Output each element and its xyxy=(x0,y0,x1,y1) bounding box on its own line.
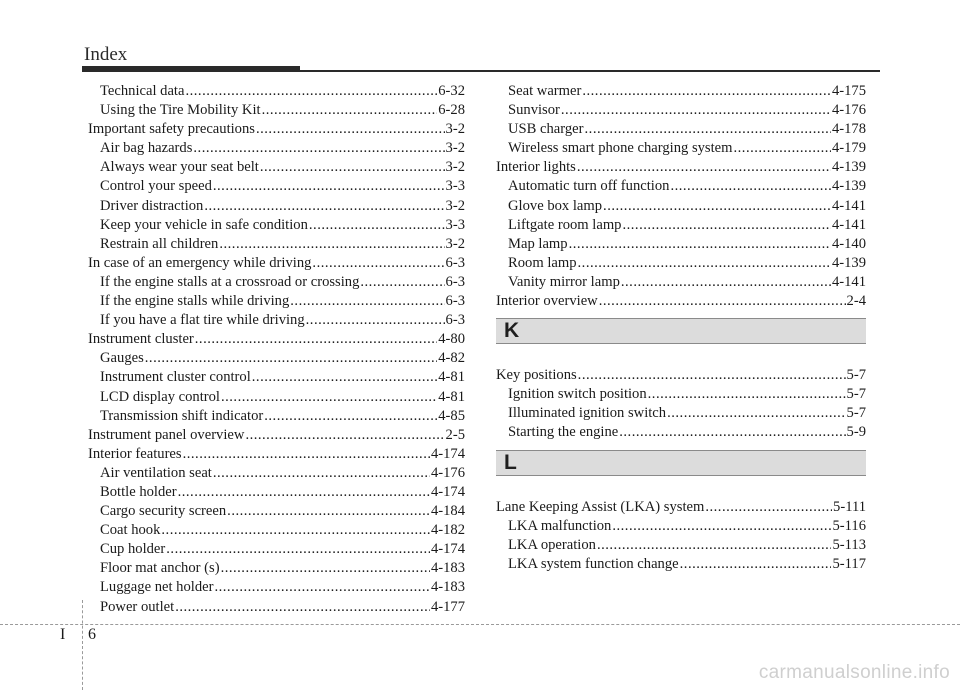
entry-page-ref: 4-80 xyxy=(438,331,465,348)
entry-title: Illuminated ignition switch xyxy=(508,405,667,422)
entry-title: Using the Tire Mobility Kit xyxy=(100,102,261,119)
index-entry[interactable] xyxy=(88,254,465,273)
entry-page-ref: 5-7 xyxy=(846,386,866,403)
index-subentry[interactable] xyxy=(88,598,465,617)
entry-title: Air ventilation seat xyxy=(100,464,212,481)
entry-page-ref: 4-82 xyxy=(438,350,465,367)
index-entry[interactable] xyxy=(88,426,465,445)
dot-leader xyxy=(195,330,437,349)
entry-page-ref: 4-81 xyxy=(438,369,465,386)
entry-title: LKA malfunction xyxy=(508,517,612,534)
dot-leader xyxy=(603,197,831,216)
index-entry[interactable] xyxy=(496,158,866,177)
entry-page-ref: 4-81 xyxy=(438,388,465,405)
entry-title: Glove box lamp xyxy=(508,197,603,214)
dot-leader xyxy=(213,464,430,483)
entry-page-ref: 4-174 xyxy=(430,483,465,500)
entry-title: Transmission shift indicator xyxy=(100,407,264,424)
entry-title: Driver distraction xyxy=(100,197,204,214)
entry-title: Bottle holder xyxy=(100,483,177,500)
entry-title: Lane Keeping Assist (LKA) system xyxy=(496,498,705,515)
entry-page-ref: 4-85 xyxy=(438,407,465,424)
entry-title: LKA operation xyxy=(508,536,596,553)
entry-title: Always wear your seat belt xyxy=(100,159,259,176)
dot-leader xyxy=(621,273,831,292)
entry-page-ref: 2-5 xyxy=(445,426,465,443)
entry-title: Liftgate room lamp xyxy=(508,216,622,233)
dot-leader xyxy=(252,368,437,387)
index-subentry[interactable] xyxy=(88,82,465,101)
entry-page-ref: 4-175 xyxy=(831,83,866,99)
entry-title: Interior overview xyxy=(496,293,598,310)
index-subentry[interactable] xyxy=(88,273,465,292)
dot-leader xyxy=(260,158,445,177)
entry-title: Important safety precautions xyxy=(88,121,255,138)
entry-title: Power outlet xyxy=(100,598,175,615)
dot-leader xyxy=(264,407,437,426)
dot-leader xyxy=(245,426,444,445)
index-column-right xyxy=(496,82,866,574)
header-rule-thick xyxy=(82,66,300,72)
index-subentry[interactable] xyxy=(496,120,866,139)
dot-leader xyxy=(161,521,430,540)
entry-page-ref: 5-113 xyxy=(832,536,866,553)
index-subentry[interactable] xyxy=(496,536,866,555)
dot-leader xyxy=(309,216,445,235)
index-subentry[interactable] xyxy=(88,540,465,559)
entry-title: Control your speed xyxy=(100,178,212,195)
index-subentry[interactable] xyxy=(88,292,465,311)
entry-title: Instrument cluster xyxy=(88,331,194,348)
dot-leader xyxy=(290,292,444,311)
entry-title: Technical data xyxy=(100,83,185,99)
entry-page-ref: 3-2 xyxy=(445,121,465,138)
index-subentry[interactable] xyxy=(88,311,465,330)
index-subentry[interactable] xyxy=(496,404,866,423)
entry-title: Floor mat anchor (s) xyxy=(100,560,220,577)
entry-page-ref: 4-141 xyxy=(831,273,866,290)
index-subentry[interactable] xyxy=(496,197,866,216)
dot-leader xyxy=(597,536,832,555)
entry-page-ref: 5-117 xyxy=(832,555,866,572)
dot-leader xyxy=(619,423,845,442)
index-subentry[interactable] xyxy=(88,139,465,158)
index-subentry[interactable] xyxy=(496,235,866,254)
index-subentry[interactable] xyxy=(496,216,866,235)
entry-title: Starting the engine xyxy=(508,424,619,441)
index-subentry[interactable] xyxy=(88,388,465,407)
entry-page-ref: 5-111 xyxy=(833,498,866,515)
entry-page-ref: 6-28 xyxy=(438,102,465,119)
index-subentry[interactable] xyxy=(88,235,465,254)
entry-page-ref: 4-141 xyxy=(831,216,866,233)
entry-title: Luggage net holder xyxy=(100,579,214,596)
entry-page-ref: 4-176 xyxy=(430,464,465,481)
dot-leader xyxy=(185,82,437,101)
dot-leader xyxy=(213,177,445,196)
entry-title: If you have a flat tire while driving xyxy=(100,312,305,329)
entry-page-ref: 6-3 xyxy=(445,312,465,329)
dot-leader xyxy=(622,216,830,235)
entry-page-ref: 4-183 xyxy=(430,560,465,577)
entry-title: Restrain all children xyxy=(100,235,219,252)
section-header-l: L xyxy=(496,450,866,476)
page-title: Index xyxy=(84,44,128,65)
entry-page-ref: 6-32 xyxy=(438,83,465,99)
entry-title: Keep your vehicle in safe condition xyxy=(100,216,308,233)
dot-leader xyxy=(680,555,832,574)
index-subentry[interactable] xyxy=(88,216,465,235)
dot-leader xyxy=(178,483,430,502)
index-subentry[interactable] xyxy=(88,483,465,502)
dot-leader xyxy=(599,292,846,311)
entry-title: Cup holder xyxy=(100,541,166,558)
index-entry[interactable] xyxy=(88,330,465,349)
entry-page-ref: 5-7 xyxy=(846,405,866,422)
index-entry[interactable] xyxy=(496,292,866,311)
dot-leader xyxy=(360,273,444,292)
index-list-l xyxy=(496,498,866,574)
entry-page-ref: 2-4 xyxy=(846,293,866,310)
index-entry[interactable] xyxy=(88,445,465,464)
index-subentry[interactable] xyxy=(88,578,465,597)
entry-page-ref: 4-174 xyxy=(430,541,465,558)
dot-leader xyxy=(667,404,845,423)
dot-leader xyxy=(204,197,444,216)
entry-title: In case of an emergency while driving xyxy=(88,254,312,271)
index-column-left xyxy=(88,82,465,617)
index-subentry[interactable] xyxy=(88,559,465,578)
dot-leader xyxy=(145,349,437,368)
index-subentry[interactable] xyxy=(88,101,465,120)
dot-leader xyxy=(582,82,831,101)
entry-page-ref: 3-2 xyxy=(445,140,465,157)
entry-page-ref: 3-2 xyxy=(445,197,465,214)
dot-leader xyxy=(670,177,830,196)
index-subentry[interactable] xyxy=(496,423,866,442)
entry-page-ref: 3-2 xyxy=(445,235,465,252)
entry-page-ref: 4-184 xyxy=(430,503,465,520)
entry-title: Automatic turn off function xyxy=(508,178,670,195)
entry-page-ref: 4-139 xyxy=(831,254,866,271)
index-list-k xyxy=(496,366,866,442)
dot-leader xyxy=(578,254,831,273)
entry-page-ref: 6-3 xyxy=(445,293,465,310)
index-subentry[interactable] xyxy=(88,502,465,521)
entry-page-ref: 4-139 xyxy=(831,178,866,195)
index-subentry[interactable] xyxy=(496,555,866,574)
entry-title: If the engine stalls while driving xyxy=(100,293,290,310)
index-subentry[interactable] xyxy=(496,273,866,292)
entry-page-ref: 4-178 xyxy=(831,121,866,138)
dot-leader xyxy=(734,139,831,158)
entry-page-ref: 5-116 xyxy=(832,517,866,534)
entry-title: LCD display control xyxy=(100,388,220,405)
dot-leader xyxy=(561,101,831,120)
index-subentry[interactable] xyxy=(496,139,866,158)
entry-page-ref: 3-3 xyxy=(445,178,465,195)
entry-title: Room lamp xyxy=(508,254,577,271)
index-entry[interactable] xyxy=(88,120,465,139)
index-subentry[interactable] xyxy=(496,517,866,536)
dot-leader xyxy=(312,254,444,273)
entry-title: Seat warmer xyxy=(508,83,582,99)
entry-title: Instrument cluster control xyxy=(100,369,251,386)
dot-leader xyxy=(166,540,430,559)
index-subentry[interactable] xyxy=(496,101,866,120)
dot-leader xyxy=(221,388,437,407)
entry-title: Gauges xyxy=(100,350,144,367)
entry-title: Air bag hazards xyxy=(100,140,193,157)
entry-page-ref: 4-183 xyxy=(430,579,465,596)
index-entry[interactable] xyxy=(496,366,866,385)
index-subentry[interactable] xyxy=(496,385,866,404)
index-subentry[interactable] xyxy=(88,368,465,387)
dot-leader xyxy=(569,235,831,254)
entry-title: Interior features xyxy=(88,445,182,462)
entry-page-ref: 6-3 xyxy=(445,273,465,290)
index-entry[interactable] xyxy=(496,498,866,517)
entry-page-ref: 4-139 xyxy=(831,159,866,176)
entry-title: Wireless smart phone charging system xyxy=(508,140,733,157)
footer-divider xyxy=(82,600,83,690)
page-number: 6 xyxy=(88,626,96,643)
entry-title: Map lamp xyxy=(508,235,568,252)
entry-page-ref: 4-179 xyxy=(831,140,866,157)
index-subentry[interactable] xyxy=(88,177,465,196)
index-subentry[interactable] xyxy=(88,197,465,216)
entry-page-ref: 6-3 xyxy=(445,254,465,271)
entry-title: USB charger xyxy=(508,121,584,138)
entry-page-ref: 3-3 xyxy=(445,216,465,233)
dot-leader xyxy=(577,158,831,177)
footer-rule xyxy=(0,624,960,625)
entry-title: Vanity mirror lamp xyxy=(508,273,620,290)
index-subentry[interactable] xyxy=(496,82,866,101)
entry-page-ref: 5-9 xyxy=(846,424,866,441)
entry-title: Coat hook xyxy=(100,522,161,539)
entry-page-ref: 3-2 xyxy=(445,159,465,176)
dot-leader xyxy=(262,101,438,120)
dot-leader xyxy=(214,578,429,597)
entry-title: Sunvisor xyxy=(508,102,560,119)
dot-leader xyxy=(175,598,430,617)
header-rule-thin xyxy=(300,70,880,72)
entry-page-ref: 4-182 xyxy=(430,522,465,539)
dot-leader xyxy=(219,235,444,254)
entry-title: Cargo security screen xyxy=(100,503,227,520)
dot-leader xyxy=(612,517,831,536)
index-subentry[interactable] xyxy=(88,464,465,483)
watermark: carmanualsonline.info xyxy=(758,662,950,683)
index-subentry[interactable] xyxy=(496,177,866,196)
index-subentry[interactable] xyxy=(88,521,465,540)
dot-leader xyxy=(183,445,430,464)
dot-leader xyxy=(648,385,846,404)
entry-title: Key positions xyxy=(496,367,577,384)
dot-leader xyxy=(193,139,444,158)
entry-page-ref: 5-7 xyxy=(846,367,866,384)
index-subentry[interactable] xyxy=(496,254,866,273)
entry-page-ref: 4-140 xyxy=(831,235,866,252)
dot-leader xyxy=(585,120,831,139)
dot-leader xyxy=(221,559,430,578)
dot-leader xyxy=(227,502,430,521)
entry-page-ref: 4-177 xyxy=(430,598,465,615)
dot-leader xyxy=(256,120,445,139)
index-subentry[interactable] xyxy=(88,349,465,368)
entry-title: Ignition switch position xyxy=(508,386,647,403)
section-header-k: K xyxy=(496,318,866,344)
dot-leader xyxy=(578,366,846,385)
index-subentry[interactable] xyxy=(88,407,465,426)
dot-leader xyxy=(705,498,832,517)
entry-page-ref: 4-176 xyxy=(831,102,866,119)
entry-title: LKA system function change xyxy=(508,555,679,572)
dot-leader xyxy=(306,311,445,330)
entry-title: If the engine stalls at a crossroad or crossing xyxy=(100,273,360,290)
entry-page-ref: 4-174 xyxy=(430,445,465,462)
entry-title: Interior lights xyxy=(496,159,576,176)
footer-section-letter: I xyxy=(60,626,66,643)
index-subentry[interactable] xyxy=(88,158,465,177)
index-list-continued xyxy=(496,82,866,311)
entry-title: Instrument panel overview xyxy=(88,426,245,443)
entry-page-ref: 4-141 xyxy=(831,197,866,214)
